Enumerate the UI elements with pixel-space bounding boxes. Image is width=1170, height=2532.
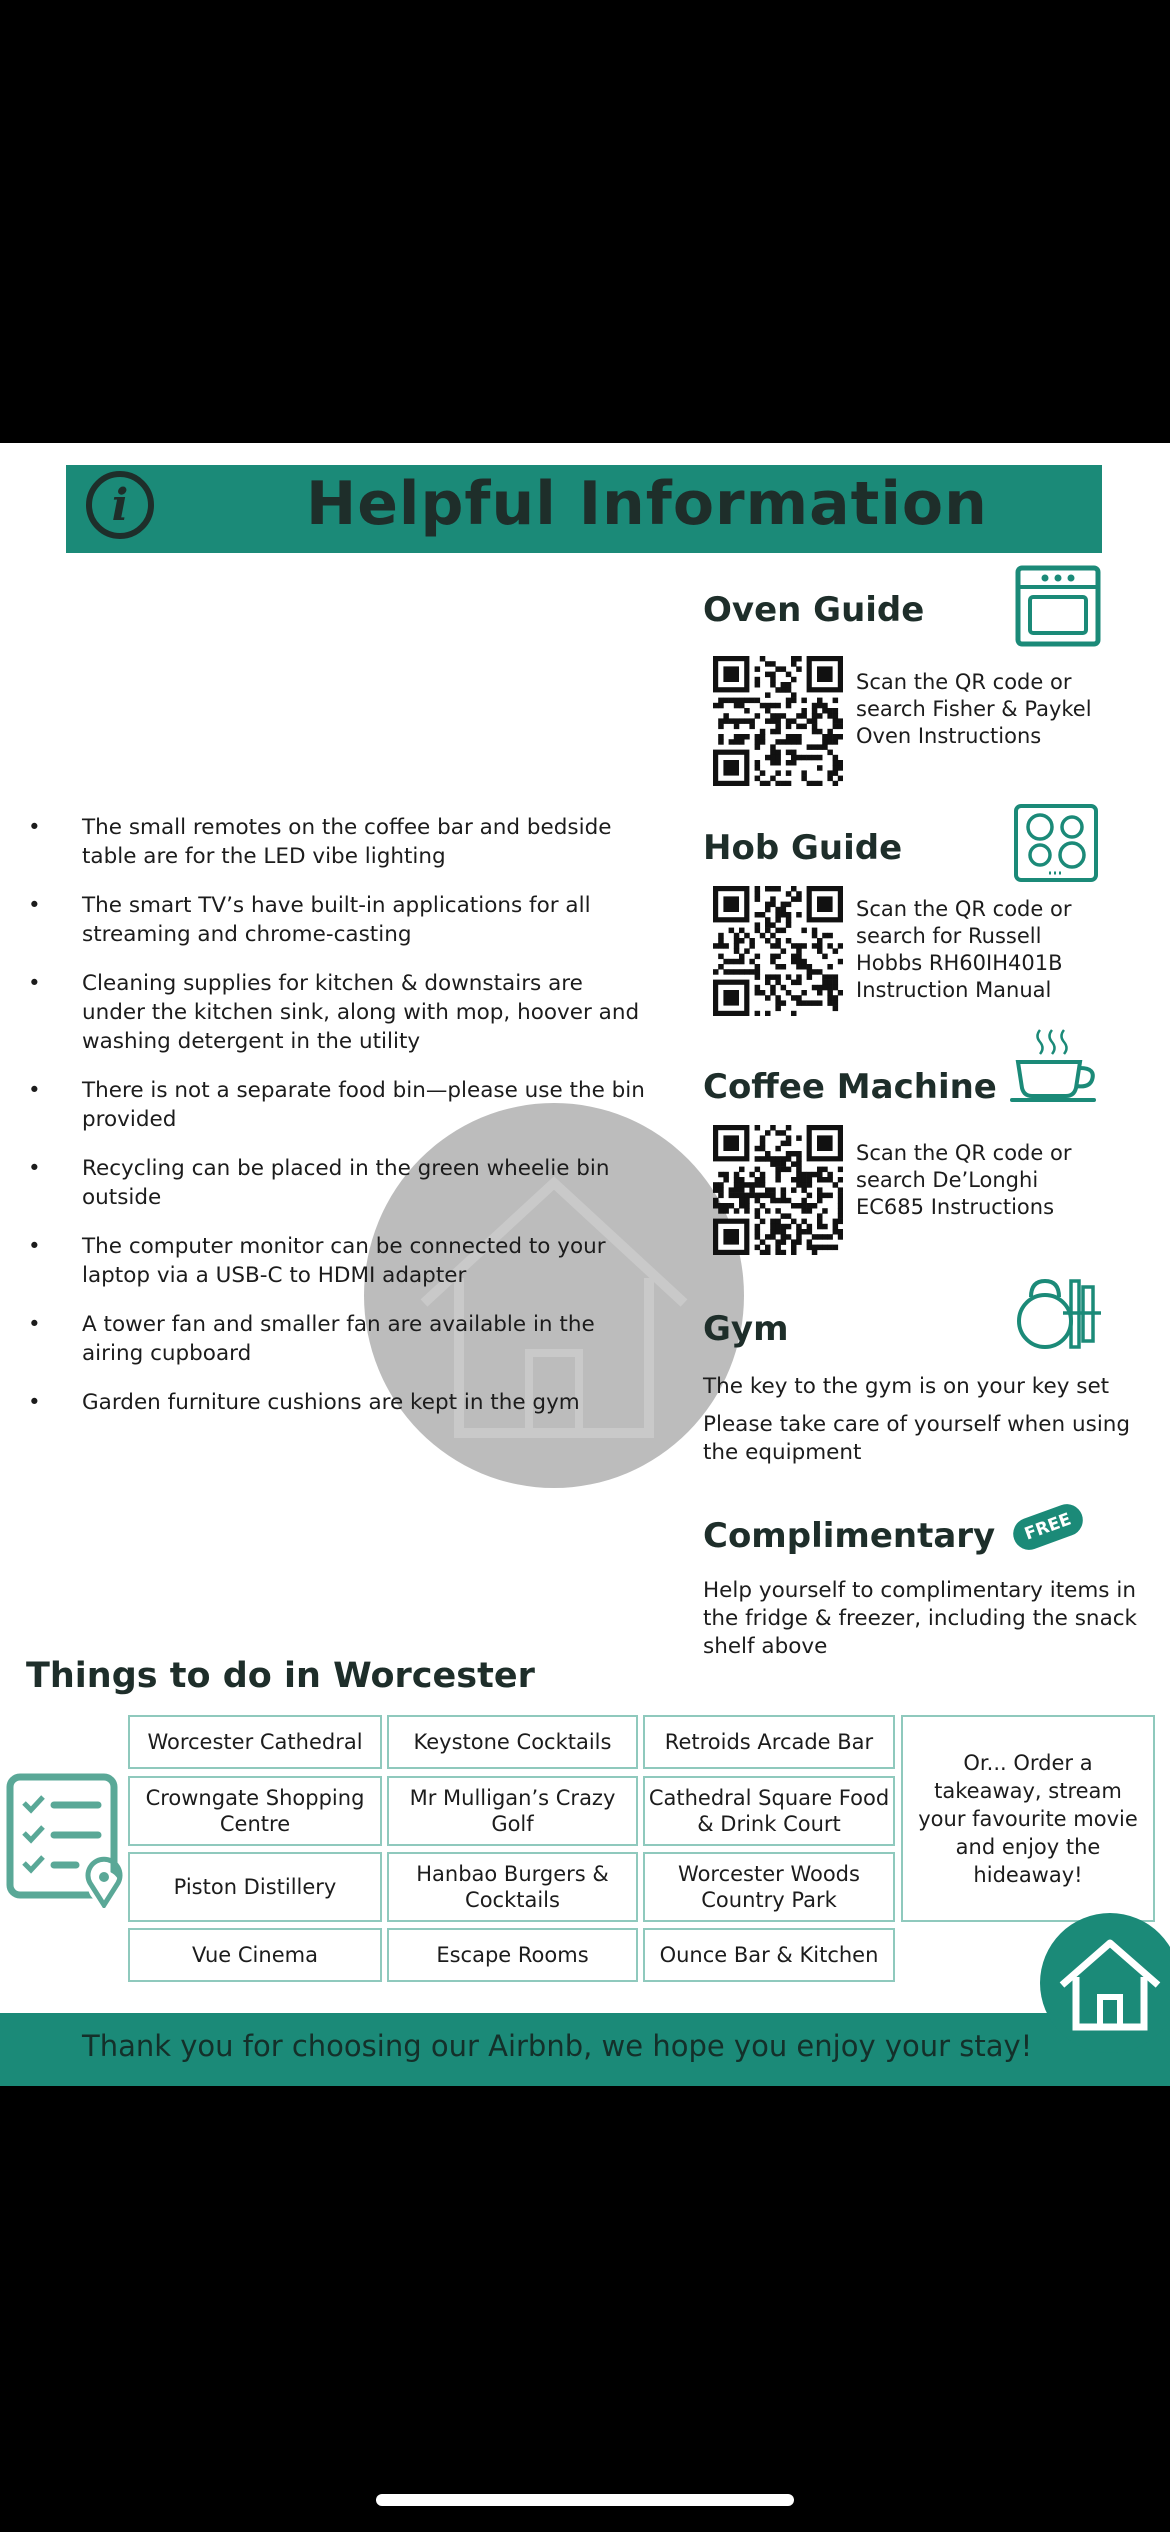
list-item: • Garden furniture cushions are kept in the gym xyxy=(28,1390,580,1415)
page-title: Helpful Information xyxy=(306,469,988,539)
hob-guide-title: Hob Guide xyxy=(703,828,903,868)
gym-key-text: The key to the gym is on your key set xyxy=(703,1374,1110,1399)
activity-piston-distillery: Piston Distillery xyxy=(128,1852,382,1922)
activity-keystone-cocktails: Keystone Cocktails xyxy=(387,1715,638,1769)
oven-guide-title: Oven Guide xyxy=(703,590,925,630)
dumbbell-icon xyxy=(1013,1273,1103,1357)
oven-qr-code[interactable] xyxy=(713,656,843,786)
info-sheet xyxy=(0,443,1170,2086)
list-item: • There is not a separate food bin—please use the bin provided xyxy=(28,1078,645,1132)
activity-worcester-cathedral: Worcester Cathedral xyxy=(128,1715,382,1769)
takeaway-note: Or... Order a takeaway, stream your favourite movie and enjoy the hideaway! xyxy=(901,1715,1155,1922)
oven-scan-text: Scan the QR code or search Fisher & Paykel Oven Instructions xyxy=(856,670,1092,748)
hob-qr-code[interactable] xyxy=(713,886,843,1016)
list-item: • The computer monitor can be connected to your laptop via a USB-C to HDMI adapter xyxy=(28,1234,606,1288)
list-item: • Recycling can be placed in the green wheelie bin outside xyxy=(28,1156,610,1210)
gym-title: Gym xyxy=(703,1309,789,1349)
things-to-do-title: Things to do in Worcester xyxy=(26,1656,535,1696)
complimentary-text: Help yourself to complimentary items in the fridge & freezer, including the snack shelf above xyxy=(703,1578,1138,1659)
hob-scan-text: Scan the QR code or search for Russell Hobbs RH60IH401B Instruction Manual xyxy=(856,897,1072,1002)
footer-text: Thank you for choosing our Airbnb, we hope you enjoy your stay! xyxy=(82,2029,1033,2063)
home-icon xyxy=(1040,1913,1170,2053)
activity-vue-cinema: Vue Cinema xyxy=(128,1928,382,1982)
activity-hanbao-burgers: Hanbao Burgers & Cocktails xyxy=(387,1852,638,1922)
coffee-cup-icon xyxy=(1010,1026,1102,1110)
free-badge: FREE xyxy=(1009,1500,1088,1555)
coffee-machine-title: Coffee Machine xyxy=(703,1067,997,1107)
info-icon: i xyxy=(86,471,154,539)
complimentary-title: Complimentary xyxy=(703,1516,996,1556)
coffee-scan-text: Scan the QR code or search De’Longhi EC685 Instructions xyxy=(856,1141,1072,1219)
activity-cathedral-square: Cathedral Square Food & Drink Court xyxy=(643,1776,895,1846)
activity-crowngate-shopping: Crowngate Shopping Centre xyxy=(128,1776,382,1846)
coffee-qr-code[interactable] xyxy=(713,1125,843,1255)
hob-icon xyxy=(1013,803,1099,887)
info-bullet-list xyxy=(28,813,648,1437)
list-item: • A tower fan and smaller fan are available in the airing cupboard xyxy=(28,1312,595,1366)
list-item: • Cleaning supplies for kitchen & downstairs are under the kitchen sink, along with mop, hoover and washing detergent in the utility xyxy=(28,971,640,1054)
footer-banner xyxy=(0,2013,1170,2086)
gym-care-text: Please take care of yourself when using the equipment xyxy=(703,1412,1131,1465)
header-banner xyxy=(66,465,1102,553)
home-indicator-bar[interactable] xyxy=(376,2494,794,2506)
list-item: • The smart TV’s have built-in applications for all streaming and chrome-casting xyxy=(28,893,591,947)
oven-icon xyxy=(1015,565,1101,651)
activity-worcester-woods: Worcester Woods Country Park xyxy=(643,1852,895,1922)
activity-escape-rooms: Escape Rooms xyxy=(387,1928,638,1982)
checklist-icon xyxy=(6,1773,126,1912)
activity-mr-mulligans-golf: Mr Mulligan’s Crazy Golf xyxy=(387,1776,638,1846)
activity-ounce-bar: Ounce Bar & Kitchen xyxy=(643,1928,895,1982)
activity-retroids-arcade-bar: Retroids Arcade Bar xyxy=(643,1715,895,1769)
list-item: • The small remotes on the coffee bar and bedside table are for the LED vibe lighting xyxy=(28,815,612,869)
